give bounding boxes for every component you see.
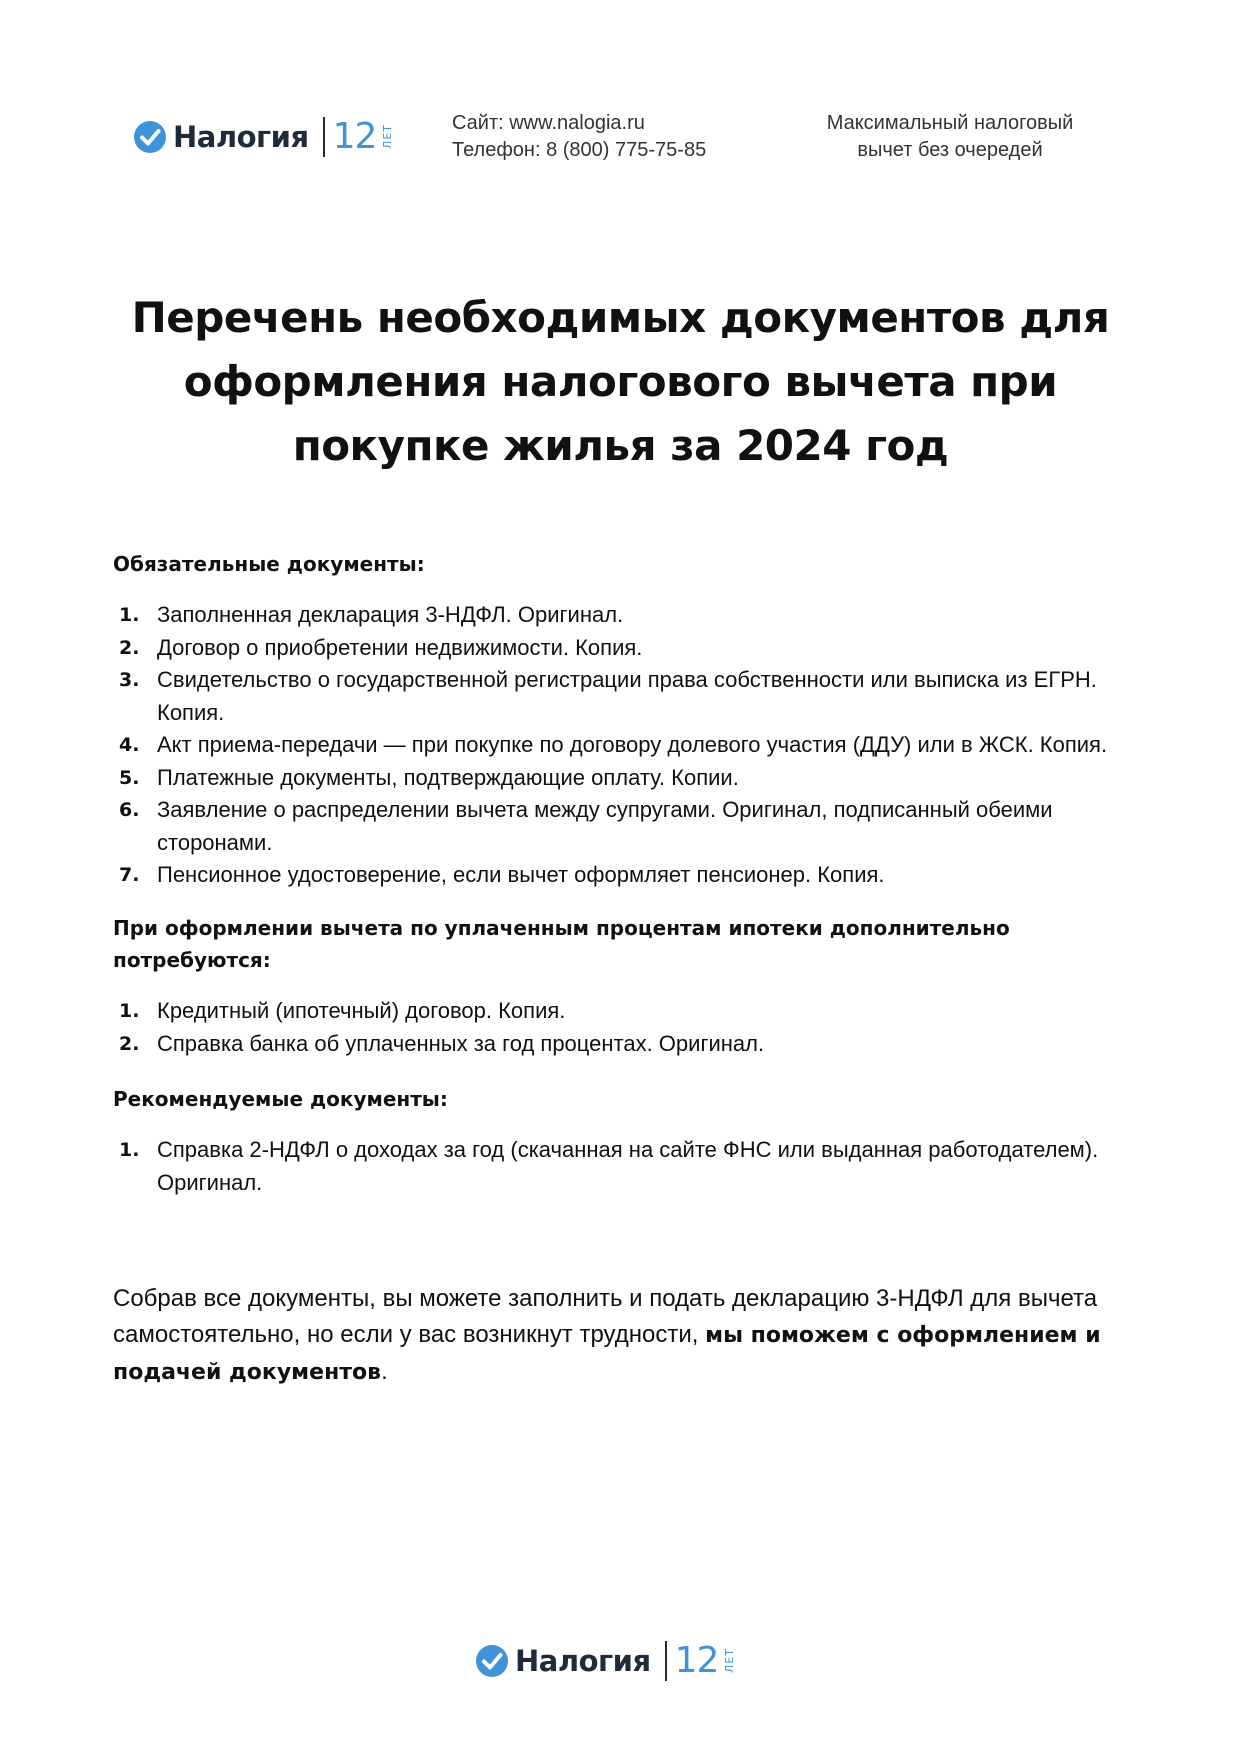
list-item [113, 1134, 1143, 1199]
list-item-text: Пенсионное удостоверение, если вычет оформляет пенсионер. Копия. [157, 862, 885, 887]
list-item [113, 664, 1143, 729]
list-item-text: Справка 2-НДФЛ о доходах за год (скачанная на сайте ФНС или выданная работодателем). Оригинал. [157, 1137, 1099, 1195]
logo-years-number: 12 [674, 1640, 719, 1681]
list-item [113, 1028, 1143, 1061]
list-item-number: 1. [119, 604, 140, 626]
list-item [113, 632, 1143, 665]
closing-paragraph [113, 1281, 1143, 1391]
list-item [113, 794, 1143, 859]
mortgage-heading-line-1: При оформлении вычета по уплаченным процентам ипотеки дополнительно [113, 916, 1010, 940]
recommended-heading: Рекомендуемые документы: [113, 1087, 448, 1111]
mortgage-list [113, 995, 1143, 1060]
title-line-1: Перечень необходимых документов для [131, 293, 1110, 342]
list-item-number: 2. [119, 1032, 140, 1055]
logo-years-number: 12 [332, 116, 377, 157]
list-item-text: Справка банка об уплаченных за год процентах. Оригинал. [157, 1030, 765, 1056]
mandatory-list [113, 599, 1143, 892]
logo-years-label: ЛЕТ [381, 124, 395, 149]
list-item [113, 599, 1143, 632]
list-item-number: 2. [119, 636, 140, 659]
mandatory-heading: Обязательные документы: [113, 552, 425, 576]
list-item-number: 7. [119, 864, 140, 886]
closing-text: Собрав все документы, вы можете заполнить и подать декларацию 3-НДФЛ для вычета самостоятельно, но если у вас возникнут трудности, [113, 1285, 1098, 1348]
list-item-text: Акт приема-передачи — при покупке по договору долевого участия (ДДУ) или в ЖСК. Копия. [157, 732, 1108, 757]
list-item [113, 729, 1143, 762]
list-item [113, 762, 1143, 795]
list-item-text: Свидетельство о государственной регистрации права собственности или выписка из ЕГРН. Копия. [157, 667, 1097, 725]
logo-brand-name: Налогия [515, 1643, 651, 1678]
list-item-number: 4. [119, 734, 140, 756]
title-line-2: оформления налогового вычета при [183, 357, 1058, 406]
list-item-text: Заполненная декларация 3-НДФЛ. Оригинал. [157, 602, 624, 627]
closing-end: . [381, 1358, 388, 1385]
site-link[interactable]: Сайт: www.nalogia.ru [452, 112, 645, 134]
list-item-number: 1. [119, 1139, 140, 1161]
logo-divider [323, 117, 325, 157]
list-item-text: Платежные документы, подтверждающие оплату. Копии. [157, 764, 739, 790]
list-item-number: 6. [119, 799, 140, 821]
list-item [113, 859, 1143, 892]
list-item-text: Кредитный (ипотечный) договор. Копия. [157, 998, 566, 1023]
list-item-number: 5. [119, 766, 140, 789]
list-item [113, 995, 1143, 1028]
mortgage-heading [113, 912, 1143, 976]
header-contacts [452, 110, 706, 164]
closing-emphasis: мы поможем с оформлением и подачей документов [113, 1323, 1101, 1385]
title-line-3: покупке жилья за 2024 год [292, 421, 949, 470]
list-item-text: Заявление о распределении вычета между супругами. Оригинал, подписанный обеими сторонами. [157, 797, 1053, 855]
header-logo [133, 116, 394, 157]
list-item-number: 1. [119, 1000, 140, 1022]
footer-logo [475, 1640, 736, 1681]
mortgage-heading-line-2: потребуются: [113, 948, 271, 972]
check-circle-icon [475, 1644, 509, 1678]
tagline-line-2: вычет без очередей [857, 139, 1043, 161]
logo-divider [665, 1641, 667, 1681]
logo-brand-name: Налогия [173, 119, 309, 154]
logo-years-label: ЛЕТ [723, 1648, 737, 1673]
check-circle-icon [133, 120, 167, 154]
list-item-text: Договор о приобретении недвижимости. Копия. [157, 634, 643, 660]
phone-link[interactable]: Телефон: 8 (800) 775-75-85 [452, 139, 707, 161]
list-item-number: 3. [119, 669, 140, 691]
recommended-list [113, 1134, 1143, 1199]
header-tagline [800, 110, 1100, 164]
page-title [100, 286, 1141, 478]
tagline-line-1: Максимальный налоговый [826, 112, 1074, 134]
